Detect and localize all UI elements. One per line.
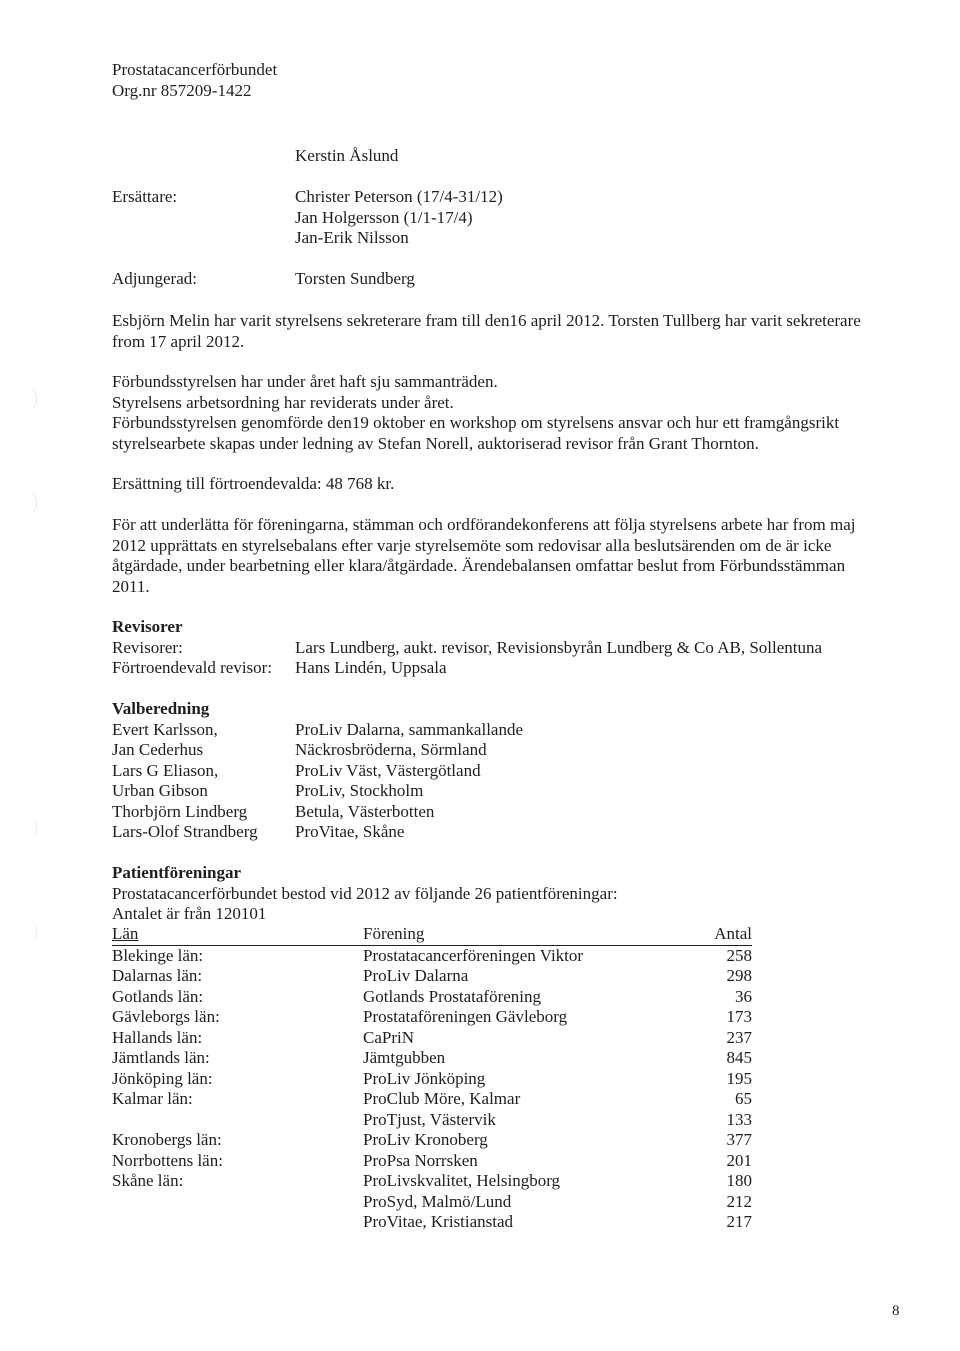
cell-forening: CaPriN	[363, 1027, 414, 1047]
cell-antal: 298	[726, 966, 752, 985]
cell-forening: ProTjust, Västervik	[363, 1109, 496, 1129]
punch-hole-shadow	[22, 492, 37, 514]
cell-antal: 845	[726, 1048, 752, 1067]
column-header-forening: Förening	[363, 924, 425, 943]
board-member: Kerstin Åslund	[295, 146, 399, 165]
table-row	[112, 1028, 752, 1049]
auditor-value: Hans Lindén, Uppsala	[295, 658, 447, 677]
table-row	[112, 1089, 752, 1110]
adjunct-name: Torsten Sundberg	[295, 269, 415, 288]
member-name: Evert Karlsson,	[112, 719, 218, 739]
cell-antal: 195	[726, 1068, 752, 1088]
patient-associations-section	[112, 863, 618, 925]
count-note: Antalet är från 120101	[112, 904, 267, 923]
associations-table	[112, 924, 752, 1233]
cell-lan: Kronobergs län:	[112, 1130, 222, 1149]
substitute-name: Christer Peterson (17/4-31/12)	[295, 187, 503, 206]
cell-antal: 212	[726, 1191, 752, 1211]
cell-forening: ProLiv Jönköping	[363, 1068, 486, 1088]
org-number: Org.nr 857209-1422	[112, 80, 252, 100]
cell-lan: Hallands län:	[112, 1027, 203, 1047]
punch-hole-shadow	[22, 818, 37, 840]
cell-lan: Norrbottens län:	[112, 1150, 223, 1170]
table-row	[112, 1171, 752, 1192]
nomination-row	[112, 822, 523, 843]
nomination-row	[112, 761, 523, 782]
cell-forening: Prostataföreningen Gävleborg	[363, 1007, 568, 1026]
member-org: ProVitae, Skåne	[295, 822, 405, 841]
cell-forening: ProLiv Kronoberg	[363, 1130, 488, 1149]
paragraph-line: Esbjörn Melin har varit styrelsens sekreterare fram till den16 april 2012. Torsten Tullberg har varit sekreterare	[112, 311, 861, 330]
cell-antal: 36	[735, 986, 752, 1006]
compensation-paragraph	[112, 474, 912, 495]
member-org: ProLiv, Stockholm	[295, 781, 424, 800]
cell-forening: Jämtgubben	[363, 1048, 446, 1067]
auditor-row	[112, 638, 822, 659]
meetings-paragraph	[112, 372, 912, 454]
header	[112, 60, 277, 101]
paragraph-line: Ersättning till förtroendevalda: 48 768 kr.	[112, 474, 395, 493]
cell-antal: 237	[726, 1027, 752, 1047]
cell-lan: Gävleborgs län:	[112, 1007, 220, 1026]
member-org: ProLiv Väst, Västergötland	[295, 760, 481, 780]
cell-lan: Kalmar län:	[112, 1089, 193, 1108]
paragraph-line: from 17 april 2012.	[112, 331, 245, 351]
table-row	[112, 1192, 752, 1213]
paragraph-line: För att underlätta för föreningarna, stämman och ordförandekonferens att följa styrelsens arbete har from maj	[112, 515, 856, 534]
nomination-row	[112, 740, 523, 761]
cell-forening: ProSyd, Malmö/Lund	[363, 1191, 512, 1211]
table-row	[112, 1110, 752, 1131]
cell-lan: Dalarnas län:	[112, 966, 203, 985]
auditor-row	[112, 658, 822, 679]
cell-antal: 377	[726, 1130, 752, 1149]
paragraph-line: åtgärdade, under bearbetning eller klara/åtgärdade. Ärendebalansen omfattar beslut from Förbundsstämman	[112, 556, 846, 575]
cell-forening: ProLivskvalitet, Helsingborg	[363, 1171, 561, 1190]
paragraph-line: Styrelsens arbetsordning har reviderats under året.	[112, 392, 454, 412]
cell-forening: ProPsa Norrsken	[363, 1150, 478, 1170]
page-number: 8	[892, 1303, 900, 1319]
cell-forening: Gotlands Prostataförening	[363, 986, 541, 1006]
table-row	[112, 987, 752, 1008]
member-org: Betula, Västerbotten	[295, 801, 435, 821]
paragraph-line: Förbundsstyrelsen har under året haft sju sammanträden.	[112, 372, 498, 391]
table-header-row	[112, 924, 752, 946]
cell-lan: Gotlands län:	[112, 986, 204, 1006]
cell-antal: 173	[726, 1007, 752, 1026]
cell-antal: 201	[726, 1150, 752, 1170]
auditor-label: Revisorer:	[112, 637, 183, 657]
section-heading: Revisorer	[112, 617, 183, 636]
paragraph-line: 2012 upprättats en styrelsebalans efter varje styrelsemöte som redovisar alla beslutsärenden om de är icke	[112, 535, 832, 555]
cell-lan: Jämtlands län:	[112, 1048, 210, 1067]
member-name: Lars G Eliason,	[112, 760, 219, 780]
table-row	[112, 1130, 752, 1151]
section-heading: Patientföreningar	[112, 863, 242, 882]
member-name: Thorbjörn Lindberg	[112, 801, 248, 821]
cell-antal: 180	[726, 1171, 752, 1190]
member-name: Jan Cederhus	[112, 740, 204, 759]
org-name: Prostatacancerförbundet	[112, 60, 278, 79]
nomination-row	[112, 720, 523, 741]
punch-hole-shadow	[22, 388, 37, 410]
cell-lan: Skåne län:	[112, 1171, 184, 1190]
table-row	[112, 966, 752, 987]
table-row	[112, 1007, 752, 1028]
nomination-row	[112, 781, 523, 802]
substitute-list	[295, 187, 503, 249]
substitute-name: Jan Holgersson (1/1-17/4)	[295, 207, 473, 227]
cell-antal: 217	[726, 1212, 752, 1231]
adjunct-label: Adjungerad:	[112, 269, 197, 288]
paragraph-line: styrelsearbete skapas under ledning av Stefan Norell, auktoriserad revisor från Grant Thornton.	[112, 433, 759, 453]
cell-forening: ProLiv Dalarna	[363, 966, 469, 985]
substitute-label: Ersättare:	[112, 187, 178, 206]
section-heading: Valberedning	[112, 699, 210, 718]
nomination-section	[112, 699, 523, 843]
cell-antal: 258	[726, 945, 752, 965]
paragraph-line: Förbundsstyrelsen genomförde den19 oktober en workshop om styrelsens ansvar och hur ett framgångsrikt	[112, 413, 840, 432]
member-org: Näckrosbröderna, Sörmland	[295, 740, 487, 759]
member-name: Lars-Olof Strandberg	[112, 822, 258, 841]
table-row	[112, 946, 752, 967]
table-row	[112, 1048, 752, 1069]
auditors-section	[112, 617, 822, 679]
cell-lan: Blekinge län:	[112, 945, 204, 965]
balance-paragraph	[112, 515, 912, 597]
cell-forening: Prostatacancerföreningen Viktor	[363, 945, 584, 965]
table-row	[112, 1151, 752, 1172]
nomination-row	[112, 802, 523, 823]
member-name: Urban Gibson	[112, 781, 208, 800]
paragraph-line: 2011.	[112, 576, 150, 596]
cell-antal: 133	[726, 1109, 752, 1129]
column-header-antal: Antal	[714, 924, 752, 943]
section-intro: Prostatacancerförbundet bestod vid 2012 av följande 26 patientföreningar:	[112, 883, 618, 903]
auditor-value: Lars Lundberg, aukt. revisor, Revisionsbyrån Lundberg & Co AB, Sollentuna	[295, 637, 823, 657]
member-org: ProLiv Dalarna, sammankallande	[295, 719, 524, 739]
cell-lan: Jönköping län:	[112, 1068, 213, 1088]
table-row	[112, 1069, 752, 1090]
cell-forening: ProVitae, Kristianstad	[363, 1212, 514, 1231]
substitute-name: Jan-Erik Nilsson	[295, 228, 409, 247]
column-header-lan: Län	[112, 924, 139, 943]
secretary-paragraph	[112, 311, 912, 352]
cell-antal: 65	[735, 1089, 752, 1108]
auditor-label: Förtroendevald revisor:	[112, 658, 273, 677]
punch-hole-shadow	[22, 920, 37, 942]
table-row	[112, 1212, 752, 1233]
cell-forening: ProClub Möre, Kalmar	[363, 1089, 521, 1108]
